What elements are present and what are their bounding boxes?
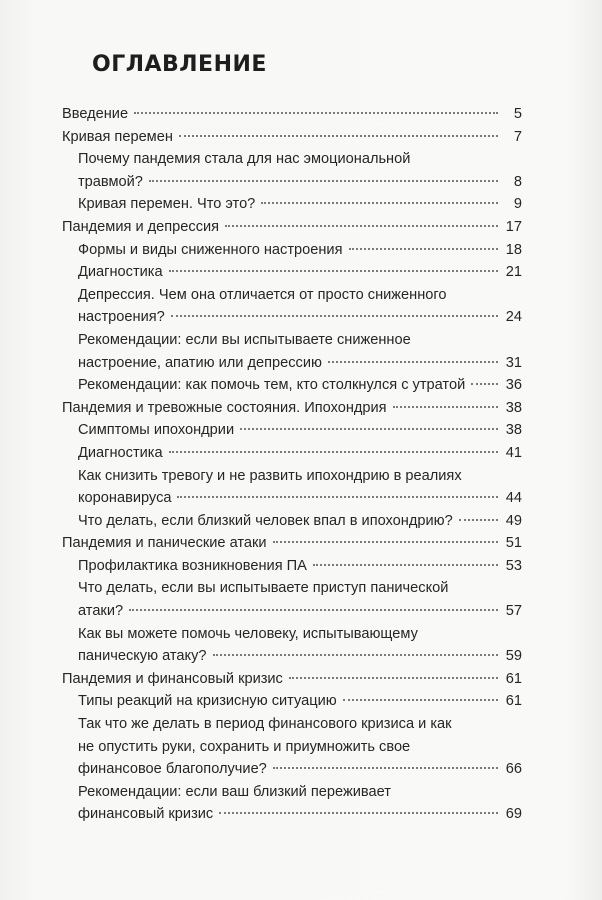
toc-page-number: 21	[505, 264, 522, 281]
toc-page-number: 38	[505, 422, 522, 439]
toc-entry	[62, 668, 522, 691]
toc-entry-title: Симптомы ипохондрии	[78, 422, 235, 439]
toc-subentry	[62, 465, 522, 510]
toc-page-number: 51	[505, 535, 522, 552]
toc-entry-title: атаки?	[78, 603, 124, 620]
toc-subentry	[62, 623, 522, 668]
dot-leader	[343, 699, 498, 701]
toc-page-number: 8	[513, 173, 522, 190]
toc-entry-title: паническую атаку?	[78, 648, 207, 665]
toc-page-number: 44	[505, 490, 522, 507]
toc-entry-title: Рекомендации: если ваш близкий переживает	[78, 783, 391, 800]
toc-page-number: 38	[505, 399, 522, 416]
toc-subentry	[62, 193, 522, 216]
toc-subentry	[62, 419, 522, 442]
toc-entry-title: Что делать, если вы испытываете приступ панической	[78, 580, 449, 597]
toc-entry-title: Как вы можете помочь человеку, испытывающему	[78, 625, 418, 642]
toc-entry-line	[62, 532, 522, 555]
toc-entry-line	[78, 577, 522, 600]
toc-entry-line	[62, 668, 522, 691]
toc-entry-line	[78, 284, 522, 307]
toc-entry	[62, 532, 522, 555]
toc-entry-title: Диагностика	[78, 264, 163, 281]
toc-entry-title: финансовый кризис	[78, 806, 214, 823]
table-of-contents	[62, 103, 522, 826]
dot-leader	[225, 225, 498, 227]
dot-leader	[213, 654, 499, 656]
toc-page-number: 24	[505, 309, 522, 326]
toc-page-number: 53	[505, 557, 522, 574]
toc-subentry	[62, 329, 522, 374]
toc-entry-line	[78, 306, 522, 329]
toc-entry-title: Почему пандемия стала для нас эмоциональной	[78, 151, 411, 168]
dot-leader	[240, 428, 498, 430]
toc-page-number: 41	[505, 444, 522, 461]
dot-leader	[289, 677, 498, 679]
toc-entry-title: Кривая перемен	[62, 128, 173, 145]
toc-subentry	[62, 374, 522, 397]
toc-page-number: 61	[505, 670, 522, 687]
toc-entry-line	[78, 781, 522, 804]
toc-page-number: 59	[505, 648, 522, 665]
toc-entry-line	[78, 555, 522, 578]
toc-entry-title: Рекомендации: если вы испытываете сниженное	[78, 331, 411, 348]
dot-leader	[261, 202, 498, 204]
toc-entry-line	[78, 239, 522, 262]
toc-entry-title: Профилактика возникновения ПА	[78, 557, 307, 574]
toc-entry-line	[62, 126, 522, 149]
dot-leader	[273, 541, 498, 543]
toc-entry-line	[78, 465, 522, 488]
dot-leader	[273, 767, 498, 769]
toc-entry-title: Формы и виды сниженного настроения	[78, 241, 343, 258]
toc-subentry	[62, 239, 522, 262]
toc-entry	[62, 103, 522, 126]
dot-leader	[471, 383, 498, 385]
toc-entry-line	[78, 261, 522, 284]
dot-leader	[313, 564, 498, 566]
toc-subentry	[62, 284, 522, 329]
toc-page-number: 49	[505, 512, 522, 529]
toc-entry-title: не опустить руки, сохранить и приумножить свое	[78, 738, 411, 755]
toc-page-number: 36	[505, 377, 522, 394]
dot-leader	[171, 315, 498, 317]
toc-entry-line	[78, 329, 522, 352]
toc-entry-line	[78, 600, 522, 623]
dot-leader	[349, 248, 499, 250]
dot-leader	[169, 270, 498, 272]
dot-leader	[219, 812, 498, 814]
toc-entry-title: Пандемия и депрессия	[62, 218, 220, 235]
toc-page-number: 18	[505, 241, 522, 258]
toc-entry-line	[78, 148, 522, 171]
toc-entry-title: настроение, апатию или депрессию	[78, 354, 322, 371]
toc-entry-title: настроения?	[78, 309, 165, 326]
toc-entry-title: Что делать, если близкий человек впал в ипохондрию?	[78, 512, 453, 529]
toc-page-number: 57	[505, 603, 522, 620]
toc-page-number: 5	[513, 106, 522, 122]
toc-entry-line	[62, 103, 522, 126]
toc-subentry	[62, 713, 522, 781]
toc-entry-line	[78, 510, 522, 533]
toc-page-number: 31	[505, 354, 522, 371]
dot-leader	[393, 406, 498, 408]
dot-leader	[129, 609, 498, 611]
toc-entry-title: Так что же делать в период финансового кризиса и как	[78, 716, 452, 733]
toc-entry-title: Депрессия. Чем она отличается от просто сниженного	[78, 286, 447, 303]
toc-entry-title: Диагностика	[78, 444, 163, 461]
toc-entry-title: Пандемия и тревожные состояния. Ипохондрия	[62, 399, 387, 416]
toc-page-number: 69	[505, 806, 522, 823]
toc-entry-line	[78, 487, 522, 510]
toc-subentry	[62, 148, 522, 193]
dot-leader	[169, 451, 498, 453]
toc-entry-title: Рекомендации: как помочь тем, кто столкнулся с утратой	[78, 377, 466, 394]
dot-leader	[134, 112, 498, 114]
toc-subentry	[62, 510, 522, 533]
dot-leader	[177, 496, 498, 498]
dot-leader	[459, 519, 498, 521]
toc-entry-title: Пандемия и финансовый кризис	[62, 670, 283, 687]
toc-entry-line	[78, 623, 522, 646]
toc-entry-line	[78, 803, 522, 826]
toc-subentry	[62, 577, 522, 622]
toc-entry-title: Типы реакций на кризисную ситуацию	[78, 693, 337, 710]
toc-subentry	[62, 555, 522, 578]
toc-entry-title: финансовое благополучие?	[78, 761, 267, 778]
page-title: ОГЛАВЛЕНИЕ	[92, 52, 267, 77]
toc-subentry	[62, 442, 522, 465]
toc-entry-title: Пандемия и панические атаки	[62, 535, 267, 552]
toc-entry	[62, 397, 522, 420]
toc-subentry	[62, 690, 522, 713]
toc-entry-line	[78, 352, 522, 375]
toc-entry-title: Введение	[62, 106, 129, 122]
toc-entry-line	[78, 374, 522, 397]
toc-page-number: 61	[505, 693, 522, 710]
dot-leader	[149, 180, 498, 182]
toc-subentry	[62, 261, 522, 284]
toc-entry-line	[78, 758, 522, 781]
dot-leader	[328, 361, 498, 363]
toc-page-number: 7	[513, 128, 522, 145]
toc-entry-line	[78, 713, 522, 736]
toc-entry-line	[78, 419, 522, 442]
toc-entry-title: Кривая перемен. Что это?	[78, 196, 256, 213]
toc-entry-line	[62, 397, 522, 420]
toc-entry-line	[78, 645, 522, 668]
toc-subentry	[62, 781, 522, 826]
toc-entry	[62, 126, 522, 149]
toc-entry-line	[78, 171, 522, 194]
toc-entry-line	[78, 690, 522, 713]
toc-entry-title: коронавируса	[78, 490, 172, 507]
toc-entry-title: травмой?	[78, 173, 143, 190]
toc-page-number: 66	[505, 761, 522, 778]
toc-entry-line	[62, 216, 522, 239]
toc-entry	[62, 216, 522, 239]
toc-page-number: 9	[513, 196, 522, 213]
dot-leader	[179, 135, 498, 137]
toc-page-number: 17	[505, 218, 522, 235]
toc-entry-title: Как снизить тревогу и не развить ипохондрию в реалиях	[78, 467, 462, 484]
toc-entry-line	[78, 736, 522, 759]
toc-entry-line	[78, 442, 522, 465]
toc-entry-line	[78, 193, 522, 216]
